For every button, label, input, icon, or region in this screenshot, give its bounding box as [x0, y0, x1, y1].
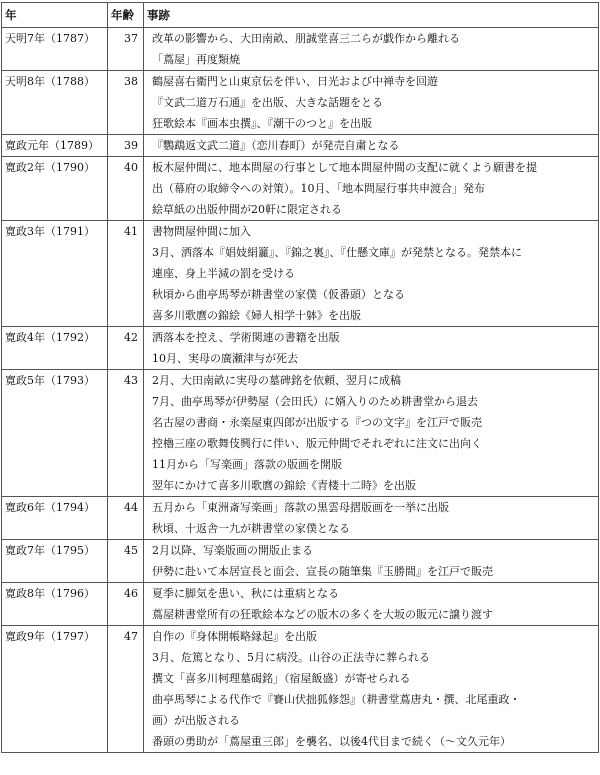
event-line: 3月、洒落本『娼妓絹籭』、『錦之裏』、『仕懸文庫』が発禁となる。発禁本に	[152, 246, 522, 259]
event-line: 11月から「写楽画」落款の版画を開版	[152, 458, 342, 471]
year-cell: 寛政7年（1795）	[2, 540, 108, 583]
event-line: 『鸚鵡返文武二道』（恋川春町）が発売自粛となる	[152, 139, 400, 152]
event-line: 2月以降、写楽版画の開版止まる	[152, 544, 313, 557]
event-line: 名古屋の書商・永楽屋東四郎が出版する『つの文字』を江戸で販売	[152, 416, 482, 429]
table-row	[2, 327, 599, 370]
table-row	[2, 583, 599, 626]
event-line: 控櫓三座の歌舞伎興行に伴い、版元仲間でそれぞれに注文に出向く	[152, 437, 482, 450]
event-line: 翌年にかけて喜多川歌麿の錦絵《青楼十二時》を出版	[152, 479, 416, 492]
event-line: 連座、身上半減の罰を受ける	[152, 267, 295, 280]
event-line: 画）が出版される	[152, 714, 240, 727]
event-line: 10月、実母の廣瀬津与が死去	[152, 352, 298, 365]
year-cell: 寛政5年（1793）	[2, 370, 108, 497]
age-cell	[108, 242, 144, 327]
event-line: 番頭の勇助が「蔦屋重三郎」を襲名、以後4代目まで続く（～文久元年）	[152, 735, 511, 748]
event-line: 曲亭馬琴による代作で『賽山伏拙狐修怨』（耕書堂蔦唐丸・撰、北尾重政・	[152, 693, 521, 706]
event-line: 鶴屋喜右衛門と山東京伝を伴い、日光および中禅寺を回遊	[152, 75, 438, 88]
event-line: 秋頃から曲亭馬琴が耕書堂の家僕（仮番頭）となる	[152, 288, 405, 301]
events-cell	[144, 135, 599, 157]
event-line: 洒落本を控え、学術関連の書籍を出版	[152, 331, 340, 344]
event-line: 出（幕府の取締令への対策）。10月、「地本問屋行事共申渡合」発布	[152, 182, 485, 195]
chronology-table	[1, 2, 599, 753]
events-cell	[144, 583, 599, 626]
chronology-body	[2, 28, 599, 753]
age-cell: 42	[108, 327, 144, 370]
event-line: 書物問屋仲間に加入	[152, 225, 251, 238]
header-year: 年	[2, 3, 108, 28]
age-cell: 37	[108, 28, 144, 71]
table-row	[2, 497, 599, 540]
event-line: 絵草紙の出版仲間が20軒に限定される	[152, 203, 342, 216]
age-cell: 39	[108, 135, 144, 157]
header-events: 事跡	[144, 3, 599, 28]
table-row	[2, 135, 599, 157]
age-cell: 47	[108, 626, 144, 753]
age-cell: 46	[108, 583, 144, 626]
event-line: 伊勢に赴いて本居宣長と面会、宣長の随筆集『玉勝間』を江戸で販売	[152, 565, 493, 578]
header-age: 年齢	[108, 3, 144, 28]
events-cell	[144, 626, 599, 753]
table-row	[2, 370, 599, 497]
event-line: 2月、大田南畝に実母の墓碑銘を依頼、翌月に成稿	[152, 374, 401, 387]
events-cell	[144, 157, 599, 221]
event-line: 撰文「喜多川柯理墓碣銘」（宿屋飯盛）が寄せられる	[152, 672, 411, 685]
age-cell: 43	[108, 370, 144, 497]
event-line: 蔦屋耕書堂所有の狂歌絵本などの版木の多くを大坂の販元に譲り渡す	[152, 608, 493, 621]
event-line: 夏季に脚気を患い、秋には重病となる	[152, 587, 339, 600]
year-cell: 天明8年（1788）	[2, 71, 108, 135]
event-line: 『文武二道万石通』を出版、大きな話題をとる	[152, 96, 383, 109]
year-cell: 寛政9年（1797）	[2, 626, 108, 753]
table-row	[2, 157, 599, 221]
event-line: 喜多川歌麿の錦絵《婦人相学十躰》を出版	[152, 309, 361, 322]
event-line: 自作の『身体開帳略縁起』を出版	[152, 630, 317, 643]
year-cell: 天明7年（1787）	[2, 28, 108, 71]
table-row	[2, 221, 599, 243]
age-cell: 44	[108, 497, 144, 540]
events-cell	[144, 327, 599, 370]
events-cell	[144, 242, 599, 327]
year-cell	[2, 242, 108, 327]
table-row	[2, 540, 599, 583]
age-cell: 38	[108, 71, 144, 135]
event-line: 秋頃、十返舎一九が耕書堂の家僕となる	[152, 522, 350, 535]
table-row	[2, 28, 599, 71]
events-cell	[144, 540, 599, 583]
events-cell	[144, 28, 599, 71]
age-cell: 40	[108, 157, 144, 221]
event-line: 五月から「東洲斎写楽画」落款の黒雲母摺版画を一挙に出版	[152, 501, 449, 514]
events-cell	[144, 370, 599, 497]
year-cell: 寛政2年（1790）	[2, 157, 108, 221]
year-cell: 寛政3年（1791）	[2, 221, 108, 243]
events-cell	[144, 71, 599, 135]
year-cell: 寛政元年（1789）	[2, 135, 108, 157]
year-cell: 寛政4年（1792）	[2, 327, 108, 370]
event-line: 改革の影響から、大田南畝、朋誠堂喜三二らが戯作から離れる	[152, 32, 460, 45]
age-cell: 41	[108, 221, 144, 243]
age-cell: 45	[108, 540, 144, 583]
event-line: 板木屋仲間に、地本問屋の行事として地本問屋仲間の支配に就くよう願書を提	[152, 161, 537, 174]
events-cell	[144, 497, 599, 540]
event-line: 「蔦屋」再度類焼	[152, 53, 240, 66]
events-cell	[144, 221, 599, 243]
header-row	[2, 3, 599, 28]
event-line: 7月、曲亭馬琴が伊勢屋（会田氏）に婿入りのため耕書堂から退去	[152, 395, 478, 408]
table-row	[2, 71, 599, 135]
table-row	[2, 626, 599, 753]
event-line: 3月、危篤となり、5月に病没。山谷の正法寺に葬られる	[152, 651, 430, 664]
year-cell: 寛政8年（1796）	[2, 583, 108, 626]
event-line: 狂歌絵本『画本虫撰』、『潮干のつと』を出版	[152, 117, 372, 130]
table-row	[2, 242, 599, 327]
year-cell: 寛政6年（1794）	[2, 497, 108, 540]
